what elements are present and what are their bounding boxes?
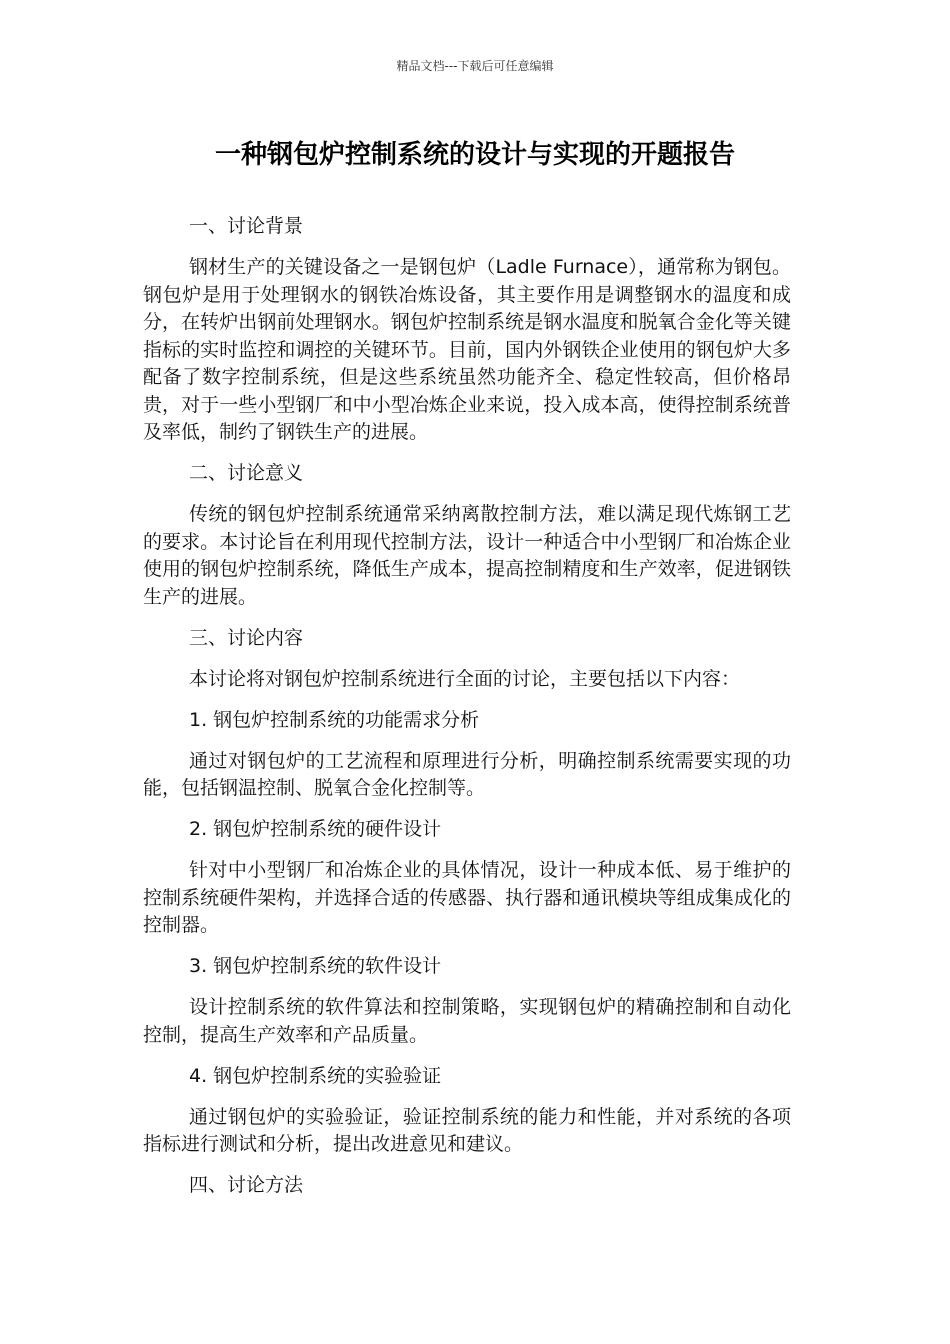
subsection-heading-hardware: 2. 钢包炉控制系统的硬件设计 [189,818,442,840]
section-heading-method: 四、讨论方法 [189,1174,304,1196]
document-title: 一种钢包炉控制系统的设计与实现的开题报告 [214,140,735,170]
subsection-heading-experiment: 4. 钢包炉控制系统的实验验证 [189,1064,442,1087]
subsection-paragraph-requirements: 通过对钢包炉的工艺流程和原理进行分析，明确控制系统需要实现的功能，包括钢温控制、脱氧合金化控制等。 [143,749,791,799]
page-header: 精品文档---下载后可任意编辑 [396,59,554,73]
subsection-heading-requirements: 1. 钢包炉控制系统的功能需求分析 [189,708,480,731]
subsection-paragraph-software: 设计控制系统的软件算法和控制策略，实现钢包炉的精确控制和自动化控制，提高生产效率和产品质量。 [143,996,791,1046]
section-heading-background: 一、讨论背景 [189,215,304,237]
subsection-paragraph-experiment: 通过钢包炉的实验验证，验证控制系统的能力和性能，并对系统的各项指标进行测试和分析，提出改进意见和建议。 [143,1105,791,1155]
document-body [143,213,791,1213]
section-paragraph-significance: 传统的钢包炉控制系统通常采纳离散控制方法，难以满足现代炼钢工艺的要求。本讨论旨在利用现代控制方法，设计一种适合中小型钢厂和冶炼企业使用的钢包炉控制系统，降低生产成本，提高控制精度和生产效率，促进钢铁生产的进展。 [143,503,791,608]
section-heading-significance: 二、讨论意义 [189,462,304,484]
section-heading-content: 三、讨论内容 [189,626,304,649]
section-paragraph-background: 钢材生产的关键设备之一是钢包炉（Ladle Furnace），通常称为钢包。钢包炉是用于处理钢水的钢铁冶炼设备，其主要作用是调整钢水的温度和成分，在转炉出钢前处理钢水。钢包炉控制系统是钢水温度和脱氧合金化等关键指标的实时监控和调控的关键环节。目前，国内外钢铁企业使用的钢包炉大多配备了数字控制系统，但是这些系统虽然功能齐全、稳定性较高，但价格昂贵，对于一些小型钢厂和中小型冶炼企业来说，投入成本高，使得控制系统普及率低，制约了钢铁生产的进展。 [143,256,791,443]
subsection-heading-software: 3. 钢包炉控制系统的软件设计 [189,955,442,977]
section-intro-content: 本讨论将对钢包炉控制系统进行全面的讨论，主要包括以下内容： [189,667,741,690]
subsection-paragraph-hardware: 针对中小型钢厂和冶炼企业的具体情况，设计一种成本低、易于维护的控制系统硬件架构，并选择合适的传感器、执行器和通讯模块等组成集成化的控制器。 [143,859,791,936]
